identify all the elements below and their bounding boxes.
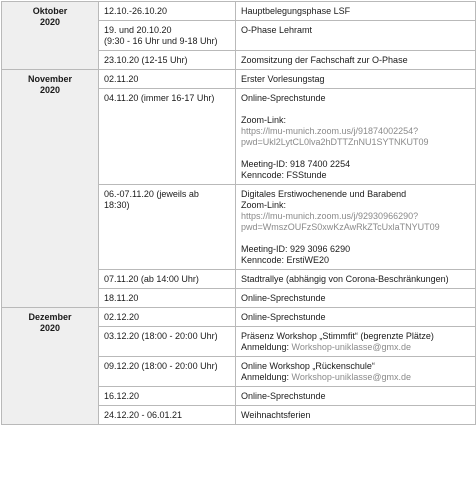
date-text: 04.11.20 (immer 16-17 Uhr)	[104, 93, 215, 103]
event-line: Erster Vorlesungstag	[241, 74, 325, 84]
event-cell	[236, 185, 476, 270]
date-text: 02.12.20	[104, 312, 140, 322]
event-text	[241, 189, 470, 200]
event-cell	[236, 2, 476, 21]
event-line: https://lmu-munich.zoom.us/j/91874002254?	[241, 126, 419, 136]
date-cell	[99, 51, 236, 70]
event-line: Zoomsitzung der Fachschaft zur O-Phase	[241, 55, 408, 65]
date-text: 09.12.20 (18:00 - 20:00 Uhr)	[104, 361, 218, 371]
date-cell	[99, 270, 236, 289]
event-text	[241, 115, 470, 126]
event-line: O-Phase Lehramt	[241, 25, 313, 35]
date-cell	[99, 21, 236, 51]
event-line: Präsenz Workshop „Stimmfit“ (begrenzte Plätze)	[241, 331, 434, 341]
date-cell	[99, 289, 236, 308]
spacer	[241, 104, 470, 115]
date-text: 18:30)	[104, 200, 130, 210]
event-line: Anmeldung:	[241, 372, 292, 382]
event-text	[241, 255, 470, 266]
event-text	[241, 159, 470, 170]
schedule-table	[1, 1, 476, 425]
event-cell	[236, 21, 476, 51]
date-text: 19. und 20.10.20	[104, 25, 172, 35]
event-cell	[236, 289, 476, 308]
month-cell	[2, 308, 99, 425]
month-name: Dezember	[28, 312, 72, 322]
event-text	[241, 361, 470, 372]
event-line: Online-Sprechstunde	[241, 93, 326, 103]
event-cell	[236, 406, 476, 425]
table-row	[2, 70, 476, 89]
event-cell	[236, 327, 476, 357]
zoom-link[interactable]	[241, 222, 470, 233]
month-name: November	[27, 74, 72, 84]
event-text	[241, 6, 470, 17]
event-line: Stadtrallye (abhängig von Corona-Beschränkungen)	[241, 274, 449, 284]
event-text	[241, 342, 470, 353]
event-line: Kenncode: FSStunde	[241, 170, 327, 180]
date-cell	[99, 308, 236, 327]
event-line: https://lmu-munich.zoom.us/j/92930966290?	[241, 211, 419, 221]
event-cell	[236, 308, 476, 327]
event-line: Kenncode: ErstiWE20	[241, 255, 330, 265]
event-text	[241, 55, 470, 66]
month-year: 2020	[39, 323, 61, 333]
spacer	[241, 233, 470, 244]
event-text	[241, 372, 470, 383]
email-link[interactable]: Workshop-uniklasse@gmx.de	[291, 342, 412, 352]
event-text	[241, 93, 470, 104]
date-text: 24.12.20 - 06.01.21	[104, 410, 183, 420]
month-cell	[2, 70, 99, 308]
event-cell	[236, 357, 476, 387]
date-cell	[99, 406, 236, 425]
event-text	[241, 391, 470, 402]
date-text: 02.11.20	[104, 74, 139, 84]
date-text: 07.11.20 (ab 14:00 Uhr)	[104, 274, 199, 284]
event-line: Anmeldung:	[241, 342, 292, 352]
month-year: 2020	[39, 85, 61, 95]
date-text: 06.-07.11.20 (jeweils ab	[104, 189, 199, 199]
date-cell	[99, 327, 236, 357]
event-line: Online Workshop „Rückenschule“	[241, 361, 375, 371]
zoom-link[interactable]	[241, 126, 470, 137]
date-cell	[99, 357, 236, 387]
event-line: Zoom-Link:	[241, 200, 287, 210]
date-cell	[99, 2, 236, 21]
event-text	[241, 74, 470, 85]
event-line: Online-Sprechstunde	[241, 293, 326, 303]
event-cell	[236, 70, 476, 89]
event-line: Meeting-ID: 929 3096 6290	[241, 244, 351, 254]
date-text: 03.12.20 (18:00 - 20:00 Uhr)	[104, 331, 218, 341]
event-text	[241, 244, 470, 255]
event-text	[241, 25, 470, 36]
event-text	[241, 312, 470, 323]
date-cell	[99, 185, 236, 270]
date-text: 23.10.20 (12-15 Uhr)	[104, 55, 188, 65]
event-text	[241, 200, 470, 211]
month-year: 2020	[39, 17, 61, 27]
event-line: Meeting-ID: 918 7400 2254	[241, 159, 351, 169]
date-text: 12.10.-26.10.20	[104, 6, 168, 16]
schedule-body	[2, 2, 476, 425]
event-line: Hauptbelegungsphase LSF	[241, 6, 351, 16]
month-cell	[2, 2, 99, 70]
event-line: Digitales Erstiwochenende und Barabend	[241, 189, 407, 199]
date-cell	[99, 89, 236, 185]
date-text: (9:30 - 16 Uhr und 9-18 Uhr)	[104, 36, 218, 46]
date-cell	[99, 70, 236, 89]
event-line: pwd=Ukl2LytCL0lva2hDTTZnNU1SYTNKUT09	[241, 137, 429, 147]
event-cell	[236, 387, 476, 406]
zoom-link[interactable]	[241, 137, 470, 148]
table-row	[2, 2, 476, 21]
table-row	[2, 308, 476, 327]
event-cell	[236, 270, 476, 289]
event-text	[241, 170, 470, 181]
email-link[interactable]: Workshop-uniklasse@gmx.de	[291, 372, 412, 382]
event-text	[241, 331, 470, 342]
event-cell	[236, 89, 476, 185]
event-line: pwd=WmszOUFzS0xwKzAwRkZTcUxlaTNYUT09	[241, 222, 440, 232]
event-text	[241, 293, 470, 304]
spacer	[241, 148, 470, 159]
event-line: Weihnachtsferien	[241, 410, 311, 420]
month-name: Oktober	[32, 6, 68, 16]
date-cell	[99, 387, 236, 406]
event-text	[241, 410, 470, 421]
event-line: Zoom-Link:	[241, 115, 287, 125]
event-text	[241, 274, 470, 285]
event-line: Online-Sprechstunde	[241, 312, 326, 322]
event-cell	[236, 51, 476, 70]
date-text: 18.11.20	[104, 293, 139, 303]
date-text: 16.12.20	[104, 391, 140, 401]
zoom-link[interactable]	[241, 211, 470, 222]
event-line: Online-Sprechstunde	[241, 391, 326, 401]
